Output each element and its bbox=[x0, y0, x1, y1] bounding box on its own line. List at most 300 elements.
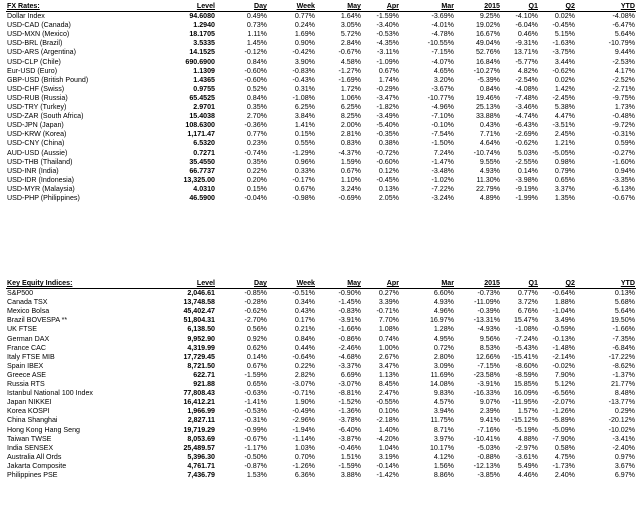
row-name: Eur-USD (Euro) bbox=[7, 66, 58, 75]
cell-week: -0.43% bbox=[292, 75, 315, 84]
cell-mar: 0.72% bbox=[433, 343, 454, 352]
cell-may: 2.00% bbox=[340, 121, 361, 130]
cell-level: 15.4038 bbox=[189, 112, 215, 121]
cell-mar: 9.83% bbox=[433, 389, 454, 398]
fx-column-header: May bbox=[316, 2, 362, 12]
cell-q2: 4.75% bbox=[554, 452, 575, 461]
cell-mar: -1.47% bbox=[431, 157, 454, 166]
cell-q1: -9.31% bbox=[515, 39, 538, 48]
cell-q2: 1.21% bbox=[554, 139, 575, 148]
cell-mar: -3.48% bbox=[431, 166, 454, 175]
cell-mar: -1.02% bbox=[431, 175, 454, 184]
cell-week: -1.14% bbox=[292, 434, 315, 443]
cell-week: 0.70% bbox=[294, 452, 315, 461]
cell-q2: -2.45% bbox=[552, 93, 575, 102]
fx-column-header: YTD bbox=[576, 2, 636, 12]
cell-ytd: -0.31% bbox=[612, 130, 635, 139]
cell-day: -0.28% bbox=[244, 298, 267, 307]
cell-day: 0.49% bbox=[246, 12, 267, 21]
cell-day: -0.04% bbox=[244, 193, 267, 202]
cell-apr: 1.40% bbox=[378, 425, 399, 434]
cell-y2015: -5.03% bbox=[477, 443, 500, 452]
cell-week: 0.77% bbox=[294, 12, 315, 21]
cell-q1: 3.72% bbox=[517, 298, 538, 307]
cell-apr: -0.53% bbox=[376, 30, 399, 39]
cell-q2: 0.79% bbox=[554, 166, 575, 175]
cell-q1: 0.14% bbox=[517, 166, 538, 175]
cell-day: 1.53% bbox=[246, 470, 267, 479]
cell-mar: 6.60% bbox=[433, 289, 454, 298]
row-name: Greece ASE bbox=[7, 370, 47, 379]
cell-day: 0.65% bbox=[246, 380, 267, 389]
cell-level: 2,827.11 bbox=[187, 416, 215, 425]
cell-y2015: -0.88% bbox=[477, 452, 500, 461]
cell-level: 4,319.99 bbox=[187, 343, 215, 352]
cell-may: 2.81% bbox=[340, 130, 361, 139]
cell-week: 0.24% bbox=[294, 21, 315, 30]
cell-mar: -0.10% bbox=[431, 121, 454, 130]
row-name: USD-KRW (Korea) bbox=[7, 130, 67, 139]
cell-apr: -1.59% bbox=[376, 12, 399, 21]
cell-q2: -1.63% bbox=[552, 39, 575, 48]
cell-apr: 2.05% bbox=[378, 193, 399, 202]
cell-q2: 3.44% bbox=[554, 57, 575, 66]
cell-y2015: -5.39% bbox=[477, 75, 500, 84]
cell-mar: 3.94% bbox=[433, 407, 454, 416]
cell-level: 108.6300 bbox=[185, 121, 215, 130]
cell-may: 0.83% bbox=[340, 139, 361, 148]
cell-ytd: -2.53% bbox=[612, 57, 635, 66]
row-name: USD-BRL (Brazil) bbox=[7, 39, 63, 48]
row-name: USD-JPN (Japan) bbox=[7, 121, 64, 130]
cell-q1: 6.76% bbox=[517, 307, 538, 316]
cell-level: 3.5335 bbox=[193, 39, 215, 48]
cell-apr: -0.29% bbox=[376, 84, 399, 93]
cell-mar: -7.22% bbox=[431, 184, 454, 193]
cell-day: 0.35% bbox=[246, 103, 267, 112]
cell-y2015: -12.13% bbox=[473, 461, 500, 470]
cell-day: -0.36% bbox=[244, 121, 267, 130]
cell-y2015: -4.93% bbox=[477, 325, 500, 334]
cell-mar: 3.97% bbox=[433, 434, 454, 443]
table-row bbox=[6, 416, 636, 425]
row-name: Brazil BOVESPA ** bbox=[7, 316, 68, 325]
cell-q2: 1.42% bbox=[554, 84, 575, 93]
cell-ytd: -9.75% bbox=[612, 93, 635, 102]
row-name: India SENSEX bbox=[7, 443, 54, 452]
cell-apr: 1.08% bbox=[378, 325, 399, 334]
table-row bbox=[6, 130, 636, 139]
cell-may: 1.10% bbox=[340, 175, 361, 184]
cell-may: -0.83% bbox=[338, 307, 361, 316]
table-row bbox=[6, 194, 636, 203]
cell-q1: -15.41% bbox=[511, 352, 538, 361]
cell-ytd: -2.40% bbox=[612, 443, 635, 452]
cell-apr: 0.12% bbox=[378, 166, 399, 175]
cell-week: 0.34% bbox=[294, 298, 315, 307]
cell-ytd: -10.02% bbox=[608, 425, 635, 434]
equity-column-header: 2015 bbox=[455, 279, 501, 289]
cell-apr: 0.74% bbox=[378, 334, 399, 343]
row-name: USD-THB (Thailand) bbox=[7, 157, 73, 166]
cell-y2015: 2.39% bbox=[479, 407, 500, 416]
cell-q2: -6.56% bbox=[552, 389, 575, 398]
cell-mar: -1.50% bbox=[431, 139, 454, 148]
cell-mar: -4.96% bbox=[431, 103, 454, 112]
cell-day: 1.45% bbox=[246, 39, 267, 48]
cell-ytd: 21.77% bbox=[610, 380, 635, 389]
cell-q1: -8.60% bbox=[515, 361, 538, 370]
cell-apr: -1.09% bbox=[376, 57, 399, 66]
cell-level: 66.7737 bbox=[189, 166, 215, 175]
cell-q2: -0.02% bbox=[552, 361, 575, 370]
cell-q2: 0.58% bbox=[554, 443, 575, 452]
cell-mar: 4.95% bbox=[433, 334, 454, 343]
cell-y2015: 4.93% bbox=[479, 166, 500, 175]
cell-may: -3.87% bbox=[338, 434, 361, 443]
cell-may: 1.51% bbox=[340, 452, 361, 461]
cell-ytd: -0.27% bbox=[612, 148, 635, 157]
table-row bbox=[6, 67, 636, 76]
cell-q2: 4.47% bbox=[554, 112, 575, 121]
cell-q1: -5.19% bbox=[515, 425, 538, 434]
cell-apr: 0.10% bbox=[378, 407, 399, 416]
cell-day: -1.59% bbox=[244, 370, 267, 379]
cell-may: 1.06% bbox=[340, 93, 361, 102]
cell-mar: 3.20% bbox=[433, 75, 454, 84]
row-name: German DAX bbox=[7, 334, 50, 343]
cell-apr: -0.71% bbox=[376, 307, 399, 316]
cell-q2: 7.90% bbox=[554, 370, 575, 379]
cell-week: -0.51% bbox=[292, 289, 315, 298]
cell-day: -0.67% bbox=[244, 434, 267, 443]
cell-level: 8,721.50 bbox=[187, 361, 215, 370]
cell-q1: -1.99% bbox=[515, 193, 538, 202]
cell-y2015: -7.15% bbox=[477, 361, 500, 370]
cell-q1: 4.46% bbox=[517, 470, 538, 479]
cell-q1: 0.77% bbox=[517, 289, 538, 298]
cell-q1: -6.43% bbox=[515, 121, 538, 130]
cell-week: 3.84% bbox=[294, 112, 315, 121]
cell-q2: 0.98% bbox=[554, 157, 575, 166]
equity-column-header: Day bbox=[216, 279, 268, 289]
cell-level: 9,952.90 bbox=[187, 334, 215, 343]
cell-mar: 8.71% bbox=[433, 425, 454, 434]
cell-day: 0.20% bbox=[246, 175, 267, 184]
cell-ytd: -9.72% bbox=[612, 121, 635, 130]
cell-q1: -2.54% bbox=[515, 75, 538, 84]
table-row bbox=[6, 371, 636, 380]
cell-q1: 15.85% bbox=[513, 380, 538, 389]
cell-week: 0.22% bbox=[294, 361, 315, 370]
cell-week: 0.55% bbox=[294, 139, 315, 148]
cell-q1: -2.97% bbox=[515, 443, 538, 452]
cell-apr: -2.18% bbox=[376, 416, 399, 425]
cell-ytd: 5.64% bbox=[614, 30, 635, 39]
cell-day: 0.92% bbox=[246, 334, 267, 343]
cell-apr: 2.67% bbox=[378, 352, 399, 361]
cell-y2015: -13.31% bbox=[473, 316, 500, 325]
cell-q2: 1.88% bbox=[554, 298, 575, 307]
cell-apr: 8.45% bbox=[378, 380, 399, 389]
cell-q2: -0.62% bbox=[552, 66, 575, 75]
cell-apr: -0.72% bbox=[376, 148, 399, 157]
cell-day: 2.70% bbox=[246, 112, 267, 121]
cell-ytd: -1.37% bbox=[612, 370, 635, 379]
cell-ytd: -13.77% bbox=[608, 398, 635, 407]
row-name: USD-CLP (Chile) bbox=[7, 57, 61, 66]
cell-q1: -0.62% bbox=[515, 139, 538, 148]
cell-week: 1.41% bbox=[294, 121, 315, 130]
cell-week: -0.49% bbox=[292, 407, 315, 416]
cell-mar: -10.77% bbox=[427, 93, 454, 102]
cell-y2015: -10.74% bbox=[473, 148, 500, 157]
cell-apr: -0.14% bbox=[376, 461, 399, 470]
cell-week: -0.83% bbox=[292, 66, 315, 75]
cell-week: -2.96% bbox=[292, 416, 315, 425]
cell-q1: -7.24% bbox=[515, 334, 538, 343]
cell-y2015: -3.91% bbox=[477, 380, 500, 389]
cell-y2015: 25.13% bbox=[475, 103, 500, 112]
cell-level: 4,761.71 bbox=[187, 461, 215, 470]
cell-ytd: 0.94% bbox=[614, 166, 635, 175]
cell-level: 1.2940 bbox=[193, 21, 215, 30]
cell-q2: -1.26% bbox=[552, 407, 575, 416]
cell-y2015: 11.30% bbox=[476, 175, 500, 184]
cell-day: 0.14% bbox=[246, 352, 267, 361]
cell-y2015: 9.41% bbox=[479, 416, 500, 425]
cell-mar: 7.24% bbox=[433, 148, 454, 157]
cell-day: -0.60% bbox=[244, 75, 267, 84]
fx-column-header: Q1 bbox=[501, 2, 539, 12]
cell-may: -1.36% bbox=[338, 407, 361, 416]
cell-level: 2.9701 bbox=[193, 103, 215, 112]
cell-mar: -3.67% bbox=[431, 84, 454, 93]
row-name: Italy FTSE MIB bbox=[7, 352, 55, 361]
cell-mar: 4.57% bbox=[433, 398, 454, 407]
table-row bbox=[6, 389, 636, 398]
row-name: S&P500 bbox=[7, 289, 34, 298]
row-name: Hong Kong Hang Seng bbox=[7, 425, 80, 434]
fx-section-title: FX Rates: bbox=[6, 2, 158, 12]
cell-apr: 0.38% bbox=[378, 139, 399, 148]
cell-mar: 2.80% bbox=[433, 352, 454, 361]
row-name: USD-ZAR (South Africa) bbox=[7, 112, 84, 121]
equity-section-title: Key Equity Indices: bbox=[6, 279, 158, 289]
cell-day: -0.99% bbox=[244, 425, 267, 434]
fx-column-header: Apr bbox=[362, 2, 400, 12]
cell-q1: 13.71% bbox=[513, 48, 538, 57]
cell-may: 1.64% bbox=[340, 12, 361, 21]
cell-q2: 5.38% bbox=[554, 103, 575, 112]
cell-q2: -0.13% bbox=[552, 334, 575, 343]
cell-ytd: 19.50% bbox=[610, 316, 635, 325]
cell-week: 0.33% bbox=[294, 166, 315, 175]
cell-ytd: -1.66% bbox=[612, 325, 635, 334]
row-name: USD-RUB (Russia) bbox=[7, 93, 68, 102]
cell-may: -0.86% bbox=[338, 334, 361, 343]
equity-column-header: Apr bbox=[362, 279, 400, 289]
cell-day: -1.17% bbox=[244, 443, 267, 452]
table-row bbox=[6, 167, 636, 176]
cell-week: -0.64% bbox=[292, 352, 315, 361]
cell-q1: -8.59% bbox=[515, 370, 538, 379]
cell-ytd: -2.71% bbox=[612, 84, 635, 93]
fx-header-row bbox=[6, 2, 636, 12]
cell-may: -3.91% bbox=[338, 316, 361, 325]
cell-y2015: 22.79% bbox=[475, 184, 500, 193]
cell-q2: -5.09% bbox=[552, 425, 575, 434]
table-row bbox=[6, 185, 636, 194]
cell-week: 6.25% bbox=[294, 103, 315, 112]
cell-q1: -1.08% bbox=[515, 325, 538, 334]
table-row bbox=[6, 94, 636, 103]
row-name: Japan NIKKEI bbox=[7, 398, 52, 407]
cell-mar: 4.96% bbox=[433, 307, 454, 316]
cell-may: -0.46% bbox=[338, 443, 361, 452]
cell-q1: -11.95% bbox=[512, 398, 538, 407]
equity-header-row bbox=[6, 279, 636, 289]
cell-day: -2.70% bbox=[244, 316, 267, 325]
cell-y2015: 4.89% bbox=[479, 193, 500, 202]
cell-may: 3.88% bbox=[340, 470, 361, 479]
cell-level: 5,396.30 bbox=[187, 452, 215, 461]
table-row bbox=[6, 298, 636, 307]
cell-week: -3.07% bbox=[292, 380, 315, 389]
cell-y2015: 7.71% bbox=[479, 130, 500, 139]
cell-week: 0.84% bbox=[294, 334, 315, 343]
cell-ytd: -7.35% bbox=[612, 334, 635, 343]
row-name: Russia RTS bbox=[7, 380, 45, 389]
equity-column-header: Q2 bbox=[539, 279, 576, 289]
cell-day: -1.41% bbox=[244, 398, 267, 407]
table-row bbox=[6, 380, 636, 389]
cell-y2015: 49.04% bbox=[475, 39, 500, 48]
cell-day: -0.50% bbox=[244, 452, 267, 461]
table-row bbox=[6, 335, 636, 344]
cell-mar: 16.97% bbox=[429, 316, 454, 325]
cell-week: 0.31% bbox=[294, 84, 315, 93]
table-row bbox=[6, 158, 636, 167]
table-row bbox=[6, 462, 636, 471]
cell-week: 0.44% bbox=[294, 343, 315, 352]
fx-rates-table bbox=[6, 2, 636, 203]
table-row bbox=[6, 76, 636, 85]
cell-q2: 3.37% bbox=[554, 184, 575, 193]
row-name: Istanbul National 100 Index bbox=[7, 389, 93, 398]
cell-day: 0.84% bbox=[246, 57, 267, 66]
table-row bbox=[6, 344, 636, 353]
row-name: USD-MYR (Malaysia) bbox=[7, 184, 75, 193]
cell-apr: 0.13% bbox=[378, 184, 399, 193]
cell-q1: 4.82% bbox=[517, 66, 538, 75]
cell-may: -1.27% bbox=[338, 66, 361, 75]
cell-q2: -1.04% bbox=[552, 307, 575, 316]
cell-mar: -10.55% bbox=[427, 39, 454, 48]
cell-may: -1.45% bbox=[338, 298, 361, 307]
cell-level: 4.0310 bbox=[193, 184, 215, 193]
cell-day: 1.11% bbox=[247, 30, 267, 39]
cell-q1: -4.10% bbox=[515, 12, 538, 21]
cell-week: 3.90% bbox=[294, 57, 315, 66]
cell-ytd: 0.13% bbox=[614, 289, 635, 298]
cell-day: -0.12% bbox=[244, 48, 267, 57]
row-name: Australia All Ords bbox=[7, 452, 62, 461]
table-row bbox=[6, 307, 636, 316]
table-row bbox=[6, 48, 636, 57]
cell-q2: 1.35% bbox=[554, 193, 575, 202]
cell-q2: 2.40% bbox=[554, 470, 575, 479]
cell-may: 4.58% bbox=[340, 57, 361, 66]
cell-apr: -1.82% bbox=[376, 103, 399, 112]
cell-level: 18.1705 bbox=[189, 30, 215, 39]
cell-week: 1.03% bbox=[294, 443, 315, 452]
row-name: Korea KOSPI bbox=[7, 407, 50, 416]
cell-level: 2,046.61 bbox=[187, 289, 215, 298]
cell-week: -1.94% bbox=[292, 425, 315, 434]
cell-y2015: -7.16% bbox=[477, 425, 500, 434]
cell-q2: -2.14% bbox=[552, 352, 575, 361]
cell-y2015: 19.02% bbox=[475, 21, 500, 30]
cell-apr: -3.47% bbox=[376, 93, 399, 102]
cell-week: 0.96% bbox=[294, 157, 315, 166]
cell-level: 1,171.47 bbox=[187, 130, 215, 139]
cell-level: 19,719.29 bbox=[183, 425, 215, 434]
cell-apr: -0.45% bbox=[376, 175, 399, 184]
cell-level: 690.6900 bbox=[185, 57, 215, 66]
cell-day: -0.60% bbox=[244, 66, 267, 75]
cell-day: 0.56% bbox=[246, 325, 267, 334]
cell-q2: -7.90% bbox=[552, 434, 575, 443]
cell-apr: -0.60% bbox=[376, 157, 399, 166]
cell-week: -0.98% bbox=[292, 193, 315, 202]
cell-may: 6.69% bbox=[340, 370, 361, 379]
fx-column-header: Mar bbox=[400, 2, 455, 12]
row-name: Philippines PSE bbox=[7, 470, 58, 479]
row-name: GBP-USD (British Pound) bbox=[7, 75, 89, 84]
cell-q1: -5.77% bbox=[515, 57, 538, 66]
cell-mar: 1.56% bbox=[433, 461, 454, 470]
cell-week: 0.21% bbox=[294, 325, 315, 334]
cell-apr: 1.74% bbox=[378, 75, 399, 84]
fx-column-header: Level bbox=[158, 2, 216, 12]
cell-q2: -2.07% bbox=[552, 398, 575, 407]
row-name: Mexico Bolsa bbox=[7, 307, 50, 316]
cell-ytd: 0.59% bbox=[614, 139, 635, 148]
row-name: UK FTSE bbox=[7, 325, 37, 334]
cell-may: -4.37% bbox=[338, 148, 361, 157]
equity-column-header: Mar bbox=[400, 279, 455, 289]
table-row bbox=[6, 398, 636, 407]
cell-apr: 3.47% bbox=[378, 361, 399, 370]
cell-ytd: -0.48% bbox=[612, 112, 635, 121]
equity-column-header: May bbox=[316, 279, 362, 289]
cell-q1: 16.09% bbox=[513, 389, 538, 398]
cell-apr: -4.35% bbox=[376, 39, 399, 48]
cell-week: 1.69% bbox=[294, 30, 315, 39]
cell-mar: -7.54% bbox=[431, 130, 454, 139]
table-row bbox=[6, 149, 636, 158]
table-row bbox=[6, 471, 636, 480]
cell-week: 1.90% bbox=[294, 398, 315, 407]
cell-ytd: -1.60% bbox=[612, 157, 635, 166]
cell-ytd: -6.47% bbox=[612, 21, 635, 30]
cell-y2015: -0.73% bbox=[477, 289, 500, 298]
cell-week: 0.17% bbox=[294, 316, 315, 325]
cell-may: -0.69% bbox=[338, 193, 361, 202]
table-row bbox=[6, 453, 636, 462]
table-row bbox=[6, 139, 636, 148]
